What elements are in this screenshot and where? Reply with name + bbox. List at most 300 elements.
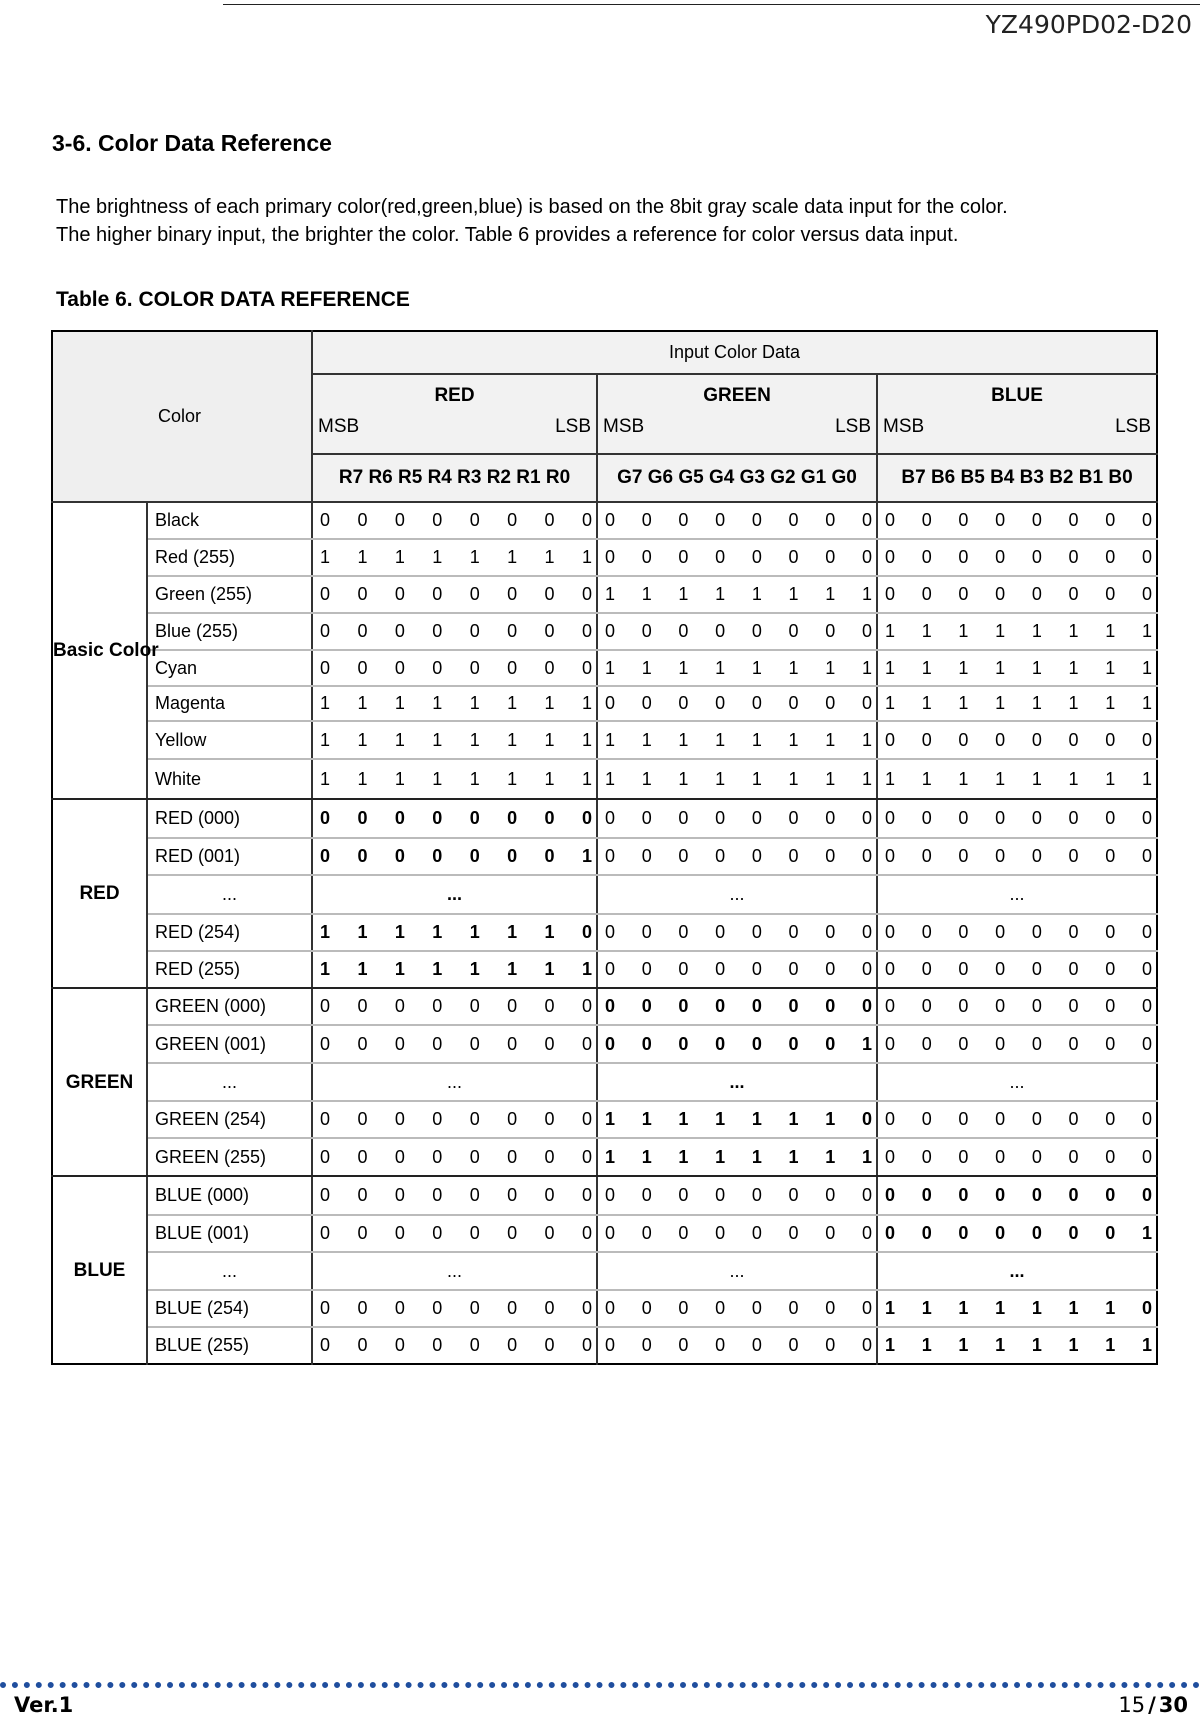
bit-digit: 1 bbox=[641, 584, 652, 604]
bit-digit: 0 bbox=[581, 1033, 592, 1054]
bit-digit: 0 bbox=[357, 657, 368, 678]
bit-digit: 0 bbox=[995, 1185, 1006, 1205]
color-header: Color bbox=[52, 331, 312, 502]
bit-values bbox=[598, 1335, 876, 1356]
bit-values bbox=[878, 1034, 1156, 1055]
bit-digit: 0 bbox=[394, 510, 405, 530]
bit-digit: 1 bbox=[357, 922, 368, 942]
bit-digit: 0 bbox=[751, 1223, 762, 1243]
green-bits bbox=[597, 951, 877, 988]
color-name: Yellow bbox=[147, 721, 312, 759]
blue-bits bbox=[877, 988, 1157, 1025]
bit-digit: 0 bbox=[751, 846, 762, 866]
bit-digit: 0 bbox=[995, 1223, 1006, 1243]
bit-digit: 0 bbox=[1141, 1146, 1152, 1167]
bit-digit: 1 bbox=[1105, 693, 1116, 713]
bit-digit: 0 bbox=[995, 584, 1006, 604]
bit-digit: 0 bbox=[861, 959, 872, 979]
bit-digit: 0 bbox=[469, 1185, 480, 1205]
bit-digit: 0 bbox=[357, 1033, 368, 1054]
bit-digit: 1 bbox=[921, 621, 932, 641]
bit-digit: 0 bbox=[885, 1185, 896, 1205]
msb-label: MSB bbox=[318, 416, 360, 437]
bit-digit: 0 bbox=[581, 1298, 592, 1318]
bit-digit: 1 bbox=[825, 657, 836, 678]
bit-digit: 0 bbox=[788, 1298, 799, 1318]
red-bits bbox=[312, 799, 597, 838]
bit-digit: 0 bbox=[320, 1033, 331, 1054]
blue-bits bbox=[877, 721, 1157, 759]
blue-bits bbox=[877, 502, 1157, 539]
bit-values bbox=[878, 1185, 1156, 1206]
bit-digit: 0 bbox=[788, 808, 799, 828]
bit-digit: 1 bbox=[678, 1109, 689, 1129]
bit-digit: 0 bbox=[1068, 510, 1079, 530]
group-name: BLUE bbox=[991, 385, 1043, 406]
red-bits bbox=[312, 1176, 597, 1215]
bit-digit: 0 bbox=[678, 922, 689, 942]
color-name: Blue (255) bbox=[147, 613, 312, 650]
bit-digit: 1 bbox=[394, 547, 405, 567]
bit-digit: 0 bbox=[544, 1109, 555, 1129]
input-color-data-header: Input Color Data bbox=[312, 331, 1157, 374]
bit-values bbox=[878, 996, 1156, 1017]
red-bits bbox=[312, 1215, 597, 1252]
bit-digit: 0 bbox=[320, 510, 331, 530]
bit-digit: 1 bbox=[958, 1298, 969, 1318]
bit-digit: 0 bbox=[357, 1109, 368, 1129]
bit-digit: 0 bbox=[432, 1146, 443, 1167]
bit-digit: 0 bbox=[861, 808, 872, 828]
color-name: Green (255) bbox=[147, 576, 312, 613]
bit-digit: 0 bbox=[432, 1033, 443, 1054]
bit-digit: 0 bbox=[861, 922, 872, 942]
bit-digit: 0 bbox=[357, 1146, 368, 1167]
bit-digit: 0 bbox=[641, 1335, 652, 1355]
bit-digit: 0 bbox=[825, 1223, 836, 1243]
bit-digit: 1 bbox=[921, 1298, 932, 1318]
bit-digit: 1 bbox=[825, 584, 836, 604]
bit-digit: 1 bbox=[825, 729, 836, 750]
color-name: BLUE (255) bbox=[147, 1327, 312, 1364]
bit-digit: 0 bbox=[1105, 922, 1116, 942]
bit-digit: 1 bbox=[1068, 693, 1079, 713]
bit-digit: 1 bbox=[320, 959, 331, 979]
bit-digit: 1 bbox=[320, 729, 331, 750]
bit-digit: 0 bbox=[394, 1223, 405, 1243]
green-bit-labels: G7 G6 G5 G4 G3 G2 G1 G0 bbox=[597, 454, 877, 502]
bit-digit: 1 bbox=[581, 693, 592, 713]
bit-digit: 0 bbox=[544, 1146, 555, 1167]
bit-digit: 0 bbox=[1068, 1033, 1079, 1054]
bit-digit: 0 bbox=[958, 510, 969, 530]
bit-digit: 0 bbox=[921, 959, 932, 979]
bit-digit: 0 bbox=[581, 657, 592, 678]
bit-digit: 0 bbox=[641, 693, 652, 713]
bit-digit: 1 bbox=[641, 1109, 652, 1129]
bit-digit: 0 bbox=[641, 1033, 652, 1054]
blue-bits bbox=[877, 1215, 1157, 1252]
blue-bits bbox=[877, 1327, 1157, 1364]
bit-digit: 0 bbox=[320, 808, 331, 828]
bit-values bbox=[598, 1298, 876, 1319]
bit-digit: 1 bbox=[861, 1033, 872, 1054]
bit-digit: 0 bbox=[432, 621, 443, 641]
bit-values bbox=[598, 769, 876, 790]
bit-digit: 0 bbox=[544, 846, 555, 866]
bit-digit: 0 bbox=[641, 1298, 652, 1318]
bit-digit: 0 bbox=[1105, 584, 1116, 604]
bit-digit: 1 bbox=[544, 693, 555, 713]
bit-digit: 1 bbox=[715, 584, 726, 604]
footer-rule bbox=[0, 1682, 1200, 1688]
bit-digit: 0 bbox=[861, 510, 872, 530]
bit-digit: 0 bbox=[469, 621, 480, 641]
table-row bbox=[52, 838, 1157, 875]
red-bits: ... bbox=[312, 1063, 597, 1101]
bit-digit: 0 bbox=[751, 1033, 762, 1054]
bit-digit: 0 bbox=[958, 959, 969, 979]
bit-values bbox=[313, 510, 596, 531]
bit-digit: 0 bbox=[885, 510, 896, 530]
bit-digit: 0 bbox=[507, 1033, 518, 1054]
bit-values bbox=[878, 1109, 1156, 1130]
bit-digit: 0 bbox=[861, 1223, 872, 1243]
blue-bits bbox=[877, 613, 1157, 650]
green-bits bbox=[597, 576, 877, 613]
bit-digit: 0 bbox=[1068, 959, 1079, 979]
bit-digit: 0 bbox=[357, 1185, 368, 1205]
bit-digit: 0 bbox=[544, 1033, 555, 1054]
bit-digit: 0 bbox=[581, 1146, 592, 1167]
green-bits bbox=[597, 502, 877, 539]
bit-digit: 0 bbox=[825, 959, 836, 979]
green-bits bbox=[597, 613, 877, 650]
bit-digit: 0 bbox=[432, 1109, 443, 1129]
bit-digit: 0 bbox=[507, 1146, 518, 1167]
bit-digit: 0 bbox=[825, 1335, 836, 1355]
bit-digit: 0 bbox=[751, 808, 762, 828]
bit-digit: 0 bbox=[1105, 547, 1116, 567]
bit-digit: 1 bbox=[432, 729, 443, 750]
bit-digit: 1 bbox=[469, 922, 480, 942]
bit-digit: 0 bbox=[885, 584, 896, 604]
bit-digit: 0 bbox=[995, 808, 1006, 828]
bit-digit: 1 bbox=[788, 1146, 799, 1167]
bit-digit: 0 bbox=[715, 1033, 726, 1054]
bit-digit: 1 bbox=[715, 1109, 726, 1129]
color-name: RED (000) bbox=[147, 799, 312, 838]
bit-values bbox=[598, 1034, 876, 1055]
bit-digit: 0 bbox=[995, 922, 1006, 942]
bit-digit: 0 bbox=[544, 584, 555, 604]
bit-values bbox=[313, 693, 596, 714]
red-bits bbox=[312, 502, 597, 539]
bit-digit: 0 bbox=[995, 547, 1006, 567]
lsb-label: LSB bbox=[1115, 416, 1152, 437]
bit-values bbox=[598, 510, 876, 531]
red-bits bbox=[312, 951, 597, 988]
green-bits bbox=[597, 650, 877, 686]
bit-digit: 0 bbox=[788, 547, 799, 567]
bit-digit: 0 bbox=[357, 996, 368, 1016]
bit-digit: 1 bbox=[1068, 1335, 1079, 1355]
bit-digit: 0 bbox=[1105, 1185, 1116, 1205]
bit-digit: 1 bbox=[1105, 657, 1116, 678]
bit-digit: 0 bbox=[788, 922, 799, 942]
bit-digit: 0 bbox=[469, 1033, 480, 1054]
bit-digit: 0 bbox=[1068, 547, 1079, 567]
bit-values bbox=[878, 1298, 1156, 1319]
bit-digit: 1 bbox=[507, 693, 518, 713]
bit-digit: 1 bbox=[544, 922, 555, 942]
table-row bbox=[52, 539, 1157, 576]
blue-bits bbox=[877, 1025, 1157, 1063]
bit-values bbox=[598, 1147, 876, 1168]
bit-digit: 0 bbox=[605, 1223, 616, 1243]
bit-digit: 0 bbox=[544, 1223, 555, 1243]
bit-digit: 1 bbox=[995, 657, 1006, 678]
bit-digit: 0 bbox=[921, 729, 932, 750]
bit-values bbox=[878, 1223, 1156, 1244]
green-bits bbox=[597, 838, 877, 875]
table-caption: Table 6. COLOR DATA REFERENCE bbox=[56, 288, 410, 311]
bit-digit: 1 bbox=[1068, 657, 1079, 678]
table-row bbox=[52, 1327, 1157, 1364]
bit-values bbox=[878, 922, 1156, 943]
bit-digit: 1 bbox=[432, 547, 443, 567]
blue-bits bbox=[877, 951, 1157, 988]
bit-values bbox=[313, 846, 596, 867]
bit-digit: 0 bbox=[544, 657, 555, 678]
bit-values bbox=[878, 1335, 1156, 1356]
bit-digit: 1 bbox=[885, 657, 896, 678]
blue-bits bbox=[877, 1138, 1157, 1176]
total-pages: 30 bbox=[1158, 1693, 1188, 1717]
bit-digit: 0 bbox=[958, 922, 969, 942]
green-bits bbox=[597, 988, 877, 1025]
bit-digit: 1 bbox=[581, 768, 592, 789]
bit-digit: 1 bbox=[605, 657, 616, 678]
color-name: Cyan bbox=[147, 650, 312, 686]
bit-digit: 0 bbox=[885, 922, 896, 942]
bit-digit: 1 bbox=[1031, 621, 1042, 641]
bit-digit: 1 bbox=[469, 693, 480, 713]
bit-digit: 0 bbox=[958, 729, 969, 750]
bit-digit: 0 bbox=[825, 1033, 836, 1054]
table-row bbox=[52, 576, 1157, 613]
green-bits bbox=[597, 1101, 877, 1138]
bit-digit: 0 bbox=[1031, 996, 1042, 1016]
bit-digit: 0 bbox=[678, 959, 689, 979]
bit-digit: 0 bbox=[678, 693, 689, 713]
blue-bits bbox=[877, 576, 1157, 613]
bit-digit: 0 bbox=[678, 547, 689, 567]
bit-digit: 1 bbox=[1105, 621, 1116, 641]
bit-digit: 0 bbox=[715, 1298, 726, 1318]
bit-digit: 0 bbox=[469, 657, 480, 678]
bit-digit: 1 bbox=[751, 1146, 762, 1167]
header-rule bbox=[223, 4, 1200, 5]
bit-digit: 1 bbox=[751, 768, 762, 789]
category-label: BLUE bbox=[52, 1176, 147, 1364]
bit-digit: 0 bbox=[885, 996, 896, 1016]
bit-digit: 0 bbox=[921, 547, 932, 567]
bit-digit: 0 bbox=[544, 1185, 555, 1205]
bit-digit: 0 bbox=[921, 922, 932, 942]
bit-digit: 0 bbox=[432, 1185, 443, 1205]
red-bits bbox=[312, 650, 597, 686]
bit-digit: 0 bbox=[469, 846, 480, 866]
bit-digit: 0 bbox=[885, 547, 896, 567]
bit-values bbox=[313, 730, 596, 751]
bit-digit: 1 bbox=[1141, 693, 1152, 713]
bit-digit: 0 bbox=[605, 510, 616, 530]
bit-digit: 0 bbox=[678, 996, 689, 1016]
bit-digit: 0 bbox=[544, 996, 555, 1016]
blue-bits bbox=[877, 1101, 1157, 1138]
bit-digit: 0 bbox=[1068, 922, 1079, 942]
color-name: GREEN (255) bbox=[147, 1138, 312, 1176]
color-name: RED (255) bbox=[147, 951, 312, 988]
bit-digit: 0 bbox=[921, 584, 932, 604]
bit-digit: 1 bbox=[1105, 1335, 1116, 1355]
bit-digit: 1 bbox=[678, 1146, 689, 1167]
bit-digit: 0 bbox=[1031, 1223, 1042, 1243]
bit-digit: 1 bbox=[921, 657, 932, 678]
blue-bits: ... bbox=[877, 875, 1157, 914]
bit-digit: 1 bbox=[788, 657, 799, 678]
bit-digit: 1 bbox=[432, 959, 443, 979]
bit-digit: 1 bbox=[715, 657, 726, 678]
bit-digit: 0 bbox=[357, 621, 368, 641]
bit-digit: 0 bbox=[995, 510, 1006, 530]
bit-digit: 1 bbox=[320, 547, 331, 567]
bit-digit: 1 bbox=[320, 693, 331, 713]
bit-digit: 0 bbox=[320, 657, 331, 678]
color-name: RED (254) bbox=[147, 914, 312, 951]
bit-digit: 0 bbox=[995, 996, 1006, 1016]
blue-bits: ... bbox=[877, 1063, 1157, 1101]
bit-digit: 0 bbox=[885, 1223, 896, 1243]
bit-digit: 1 bbox=[1031, 693, 1042, 713]
bit-digit: 1 bbox=[885, 693, 896, 713]
bit-values bbox=[598, 730, 876, 751]
bit-digit: 0 bbox=[544, 1298, 555, 1318]
bit-digit: 1 bbox=[861, 1146, 872, 1167]
bit-digit: 0 bbox=[1141, 1185, 1152, 1205]
bit-digit: 0 bbox=[581, 1185, 592, 1205]
blue-bits bbox=[877, 838, 1157, 875]
bit-digit: 1 bbox=[605, 1146, 616, 1167]
bit-digit: 0 bbox=[1141, 1109, 1152, 1129]
green-bits bbox=[597, 799, 877, 838]
bit-digit: 0 bbox=[678, 1335, 689, 1355]
bit-digit: 1 bbox=[788, 584, 799, 604]
bit-digit: 0 bbox=[357, 1298, 368, 1318]
bit-digit: 0 bbox=[605, 1298, 616, 1318]
bit-digit: 0 bbox=[825, 846, 836, 866]
bit-digit: 1 bbox=[715, 768, 726, 789]
bit-digit: 0 bbox=[605, 621, 616, 641]
color-name: BLUE (254) bbox=[147, 1290, 312, 1327]
bit-values bbox=[878, 846, 1156, 867]
blue-bits bbox=[877, 1176, 1157, 1215]
bit-digit: 0 bbox=[357, 584, 368, 604]
bit-digit: 0 bbox=[581, 922, 592, 942]
bit-digit: 0 bbox=[678, 621, 689, 641]
bit-values bbox=[878, 1147, 1156, 1168]
bit-digit: 0 bbox=[958, 846, 969, 866]
bit-digit: 1 bbox=[885, 768, 896, 789]
bit-digit: 0 bbox=[958, 808, 969, 828]
bit-digit: 0 bbox=[641, 621, 652, 641]
bit-digit: 0 bbox=[357, 1335, 368, 1355]
bit-digit: 0 bbox=[678, 1185, 689, 1205]
bit-digit: 0 bbox=[678, 846, 689, 866]
bit-digit: 0 bbox=[469, 1298, 480, 1318]
bit-digit: 0 bbox=[469, 1146, 480, 1167]
bit-values bbox=[313, 658, 596, 679]
red-bits bbox=[312, 1101, 597, 1138]
bit-digit: 0 bbox=[1031, 1033, 1042, 1054]
bit-values bbox=[313, 1223, 596, 1244]
green-bits bbox=[597, 1215, 877, 1252]
bit-values bbox=[598, 621, 876, 642]
document-code: YZ490PD02-D20 bbox=[985, 10, 1192, 39]
bit-digit: 0 bbox=[1031, 922, 1042, 942]
bit-digit: 1 bbox=[678, 768, 689, 789]
bit-digit: 0 bbox=[995, 1109, 1006, 1129]
green-bits bbox=[597, 1327, 877, 1364]
bit-digit: 1 bbox=[995, 1335, 1006, 1355]
blue-bit-labels: B7 B6 B5 B4 B3 B2 B1 B0 bbox=[877, 454, 1157, 502]
bit-digit: 1 bbox=[641, 657, 652, 678]
bit-digit: 1 bbox=[544, 547, 555, 567]
bit-digit: 0 bbox=[788, 510, 799, 530]
bit-digit: 0 bbox=[825, 922, 836, 942]
bit-digit: 1 bbox=[921, 768, 932, 789]
bit-digit: 0 bbox=[320, 1146, 331, 1167]
bit-digit: 1 bbox=[1141, 1335, 1152, 1355]
bit-digit: 0 bbox=[788, 1033, 799, 1054]
bit-digit: 1 bbox=[788, 768, 799, 789]
bit-digit: 0 bbox=[605, 1033, 616, 1054]
bit-digit: 0 bbox=[715, 1335, 726, 1355]
bit-digit: 0 bbox=[678, 1298, 689, 1318]
bit-digit: 0 bbox=[1141, 1298, 1152, 1318]
version-label: Ver.1 bbox=[14, 1693, 74, 1717]
bit-digit: 0 bbox=[432, 808, 443, 828]
bit-values bbox=[878, 547, 1156, 568]
bit-digit: 0 bbox=[1141, 1033, 1152, 1054]
bit-digit: 0 bbox=[605, 922, 616, 942]
bit-values bbox=[313, 1298, 596, 1319]
bit-digit: 0 bbox=[641, 959, 652, 979]
bit-digit: 0 bbox=[921, 1223, 932, 1243]
msb-label: MSB bbox=[603, 416, 645, 437]
bit-digit: 0 bbox=[921, 510, 932, 530]
green-bits: ... bbox=[597, 1252, 877, 1290]
bit-values bbox=[598, 959, 876, 980]
bit-digit: 0 bbox=[825, 996, 836, 1016]
bit-digit: 0 bbox=[995, 846, 1006, 866]
category-label: RED bbox=[52, 799, 147, 988]
bit-values bbox=[878, 693, 1156, 714]
bit-digit: 0 bbox=[641, 1185, 652, 1205]
bit-values bbox=[598, 922, 876, 943]
bit-digit: 1 bbox=[1141, 768, 1152, 789]
